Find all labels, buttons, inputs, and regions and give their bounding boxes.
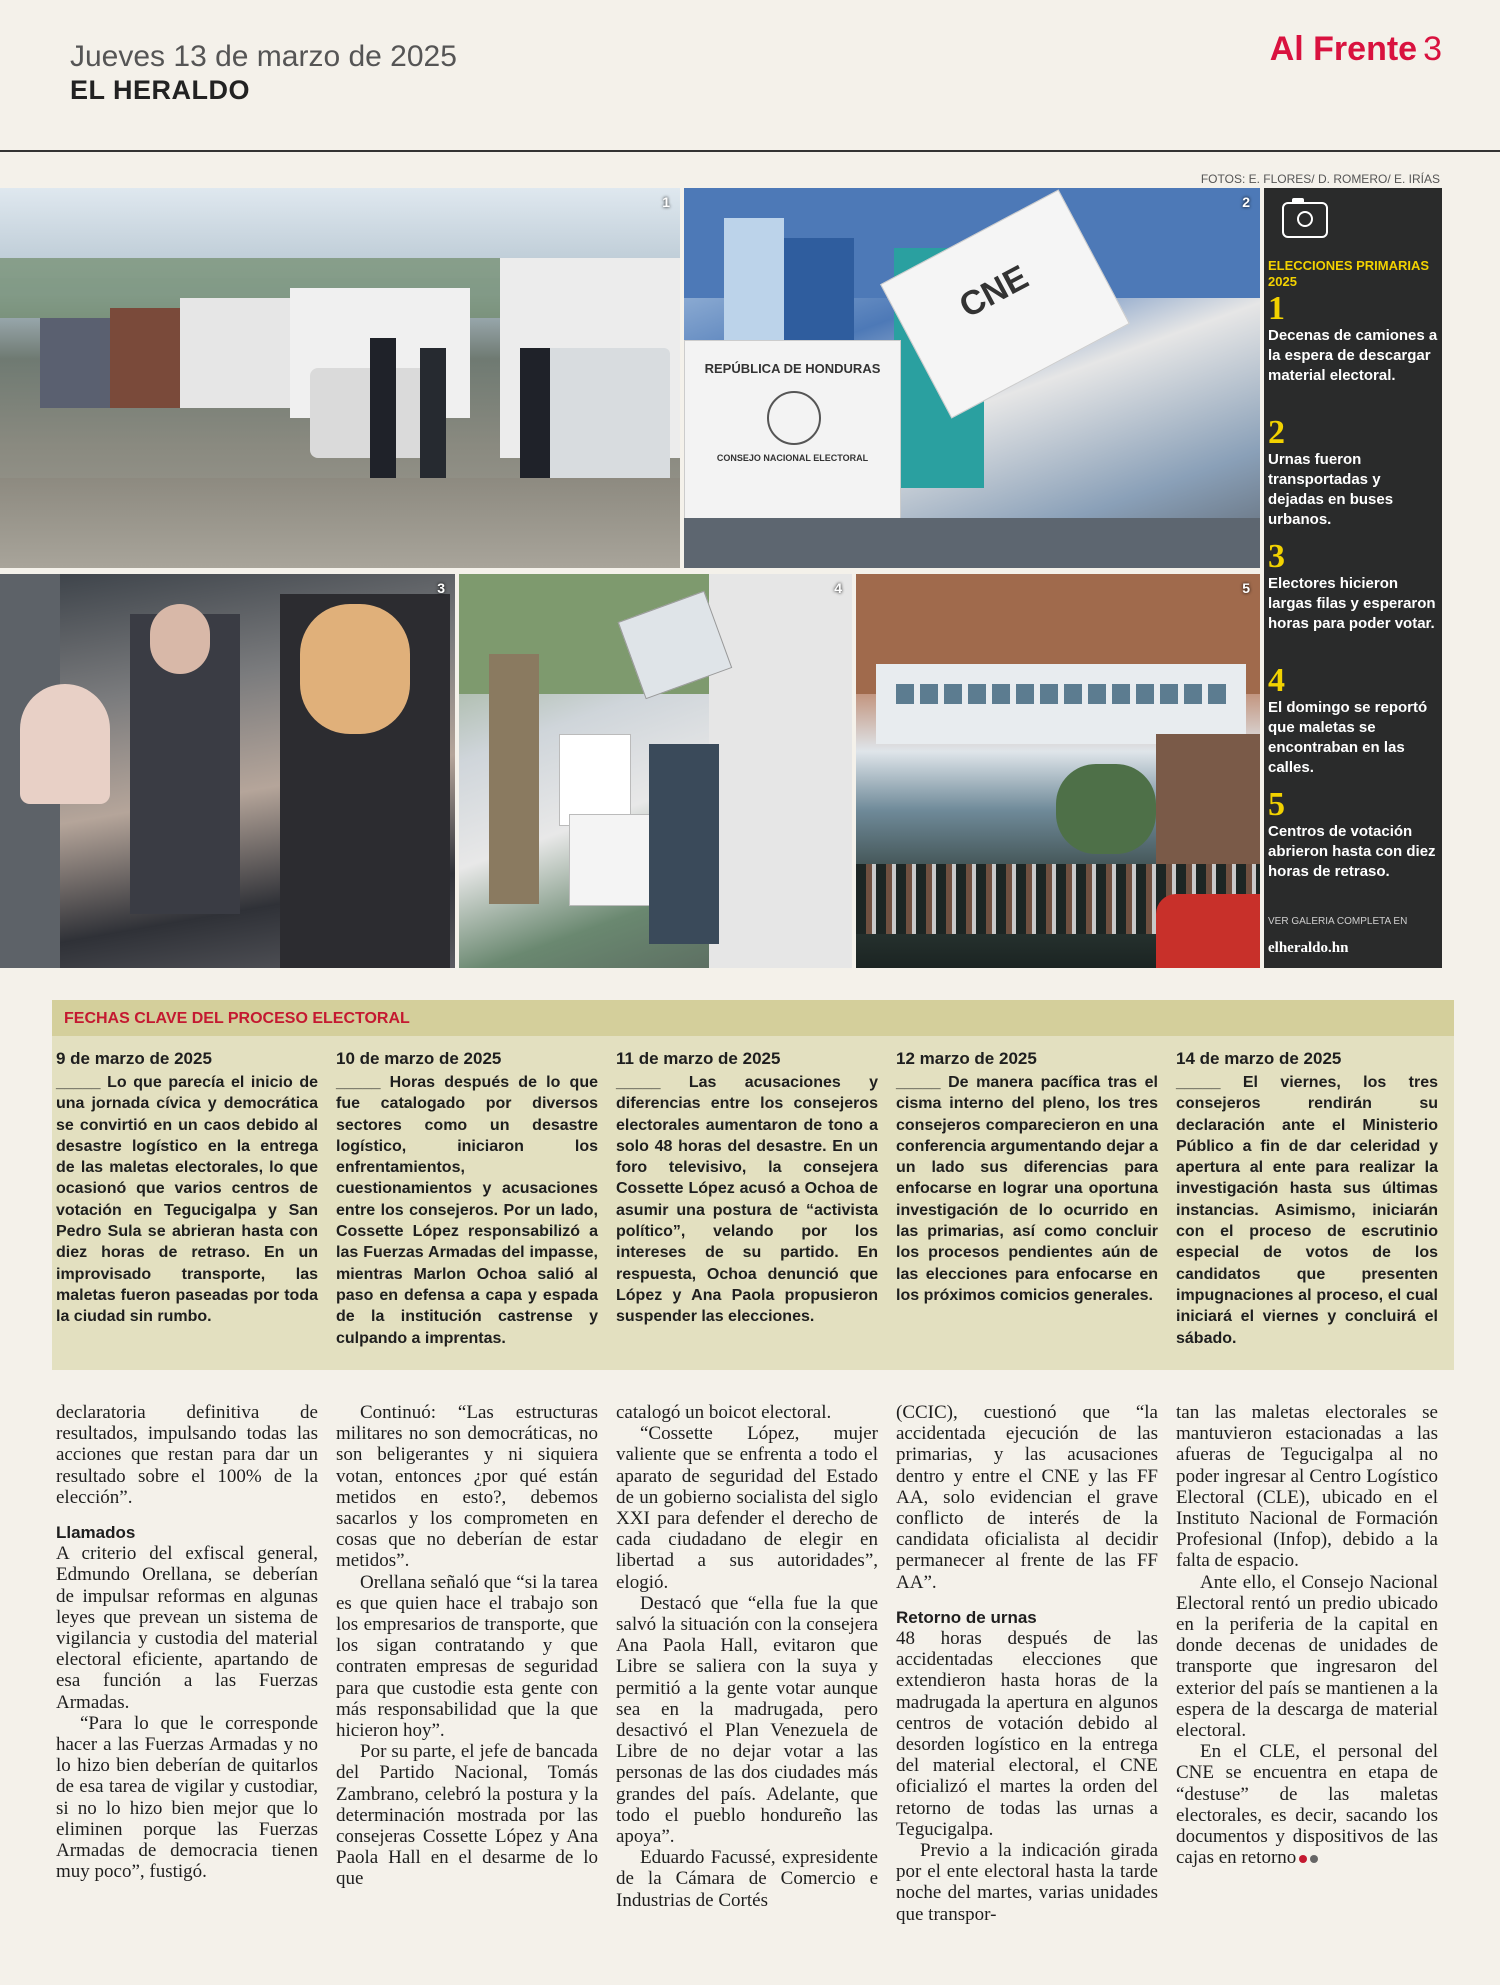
sidebar-item-text: Decenas de camiones a la espera de descargar material electoral. (1268, 327, 1438, 384)
sidebar-item-text: Urnas fueron transportadas y dejadas en buses urbanos. (1268, 451, 1394, 528)
skybridge (876, 664, 1246, 744)
car (1156, 894, 1260, 968)
photo-number: 2 (1242, 194, 1250, 210)
sidebar-item-number: 4 (1268, 662, 1285, 699)
gallery-note: VER GALERIA COMPLETA EN (1268, 916, 1408, 927)
key-date: 11 de marzo de 2025 (616, 1049, 781, 1068)
body-paragraph: (CCIC), cuestionó que “la accidentada ejecución de las primarias, y las acusaciones dentro y entre el CNE y las FF AA, solo evidencian el grave conflicto de interés de la candidata oficialista al decidir permanecer al frente de las FF AA”. (896, 1402, 1158, 1593)
body-paragraph: Por su parte, el jefe de bancada del Partido Nacional, Tomás Zambrano, celebró la postura y la determinación mostrada por las consejeras Cossette López y Ana Paola Hall en el desarme de lo que (336, 1741, 598, 1890)
key-dates-box (52, 1000, 1454, 1370)
body-paragraph: declaratoria definitiva de resultados, impulsando todas las acciones que restan para dar un resultado sobre el 100% de la elección”. (56, 1402, 318, 1508)
photo-trucks (0, 188, 680, 568)
body-column-1 (56, 1402, 318, 1882)
key-date-text: _____ El viernes, los tres consejeros rendirán su declaración ante el Ministerio Público a fin de dar celeridad y apertura al ente para realizar la investigación hasta sus últimas instancias. Asimismo, iniciarán con el proceso de escrutinio especial de votos de los candidatos que presenten impugnaciones al proceso, el cual iniciará el viernes y concluirá el sábado. (1176, 1072, 1438, 1349)
body-paragraph (1176, 1741, 1438, 1868)
soldier (370, 338, 396, 478)
body-column-3 (616, 1402, 878, 1911)
key-date-entry (56, 1048, 318, 1328)
end-mark-icon (1310, 1855, 1318, 1863)
face (150, 604, 210, 674)
sidebar-item-number: 5 (1268, 786, 1285, 823)
sidebar-item-number: 1 (1268, 290, 1285, 327)
key-date-entry (616, 1048, 878, 1328)
header-rule (0, 150, 1500, 152)
subhead: Retorno de urnas (896, 1607, 1037, 1627)
body-paragraph: Previo a la indicación girada por el ente electoral hasta la tarde noche del martes, varias unidades que transpor- (896, 1840, 1158, 1925)
photo-voting-center (856, 574, 1260, 968)
key-dates-title: FECHAS CLAVE DEL PROCESO ELECTORAL (64, 1010, 410, 1027)
body-column-2 (336, 1402, 598, 1890)
photo-number: 1 (662, 194, 670, 210)
key-date: 10 de marzo de 2025 (336, 1049, 502, 1068)
sidebar-item (1268, 788, 1438, 882)
person (20, 684, 110, 804)
ground (0, 478, 680, 568)
sidebar-item-text: El domingo se reportó que maletas se encontraban en las calles. (1268, 699, 1428, 776)
camera-icon (1282, 202, 1328, 238)
section-tag (1270, 30, 1442, 69)
end-mark-icon (1299, 1855, 1307, 1863)
body-paragraph: A criterio del exfiscal general, Edmundo Orellana, se deberían de impulsar reformas en algunas leyes que prevean un sistema de vigilancia y custodia del material electoral eficiente, apartando de esa función a las Fuerzas Armadas. (56, 1543, 318, 1713)
sidebar-item (1268, 416, 1438, 530)
body-column-5 (1176, 1402, 1438, 1868)
body-paragraph: Continuó: “Las estructuras militares no son democráticas, no son beligerantes y ni siquiera votan, entonces ¿por qué están metidos en esto?, debemos sacarlos y los comprometen en cosas que no deberían de estar metidos”. (336, 1402, 598, 1572)
key-date-entry (1176, 1048, 1438, 1349)
photo-number: 4 (834, 580, 842, 596)
sidebar-item (1268, 540, 1438, 634)
photo-sidebar (1264, 188, 1442, 968)
photo-number: 5 (1242, 580, 1250, 596)
pavement (684, 518, 1260, 568)
sidebar-item (1268, 664, 1438, 778)
body-paragraph: catalogó un boicot electoral. (616, 1402, 832, 1423)
section-name: Al Frente (1269, 30, 1418, 68)
windows (896, 684, 1226, 704)
issue-date: Jueves 13 de marzo de 2025 (70, 40, 457, 73)
cne-logo: CNE (953, 258, 1035, 326)
tree (1056, 764, 1156, 854)
body-column-4 (896, 1402, 1158, 1925)
sidebar-item (1268, 292, 1438, 386)
page-number: 3 (1423, 30, 1442, 68)
subhead: Llamados (56, 1523, 136, 1543)
coat-of-arms-icon (767, 391, 821, 445)
ballot-box (559, 734, 631, 826)
soldier (420, 348, 446, 488)
body-paragraph: “Para lo que le corresponde hacer a las Fuerzas Armadas y no lo hizo bien deberían de quitarlos de esa tarea de vigilar y custodiar, si no lo hizo bien mejor que lo eliminen porque las Fuerzas Armadas de democracia tienen muy poco”, fustigó. (56, 1712, 318, 1883)
sidebar-item-text: Centros de votación abrieron hasta con diez horas de retraso. (1268, 823, 1436, 880)
key-date-text: _____ De manera pacífica tras el cisma interno del pleno, los tres consejeros comparecieron en una conferencia argumentando dejar a un lado sus diferencias para enfocarse en lograr una oportuna investigación de lo ocurrido en las primarias, así como concluir los procesos pendientes aún de las elecciones para enfocarse en los próximos comicios generales. (896, 1072, 1158, 1306)
key-date-text: _____ Horas después de lo que fue catalogado por diversos sectores como un desastre logístico, iniciaron los enfrentamientos, cuestionamientos y acusaciones entre los consejeros. Por un lado, Cossette López responsabilizó a las Fuerzas Armadas del impasse, mientras Marlon Ochoa salió al paso en defensa a capa y espada de la institución castrense y culpando a imprentas. (336, 1072, 598, 1349)
box-label: REPÚBLICA DE HONDURAS (704, 361, 881, 376)
sidebar-title: ELECCIONES PRIMARIAS 2025 (1268, 258, 1430, 289)
body-paragraph-text: En el CLE, el personal del CNE se encuentra en etapa de “destuse” de las maletas electorales, es decir, sacando los documentos y dispositivos de las cajas en retorno (1176, 1741, 1438, 1869)
key-date: 9 de marzo de 2025 (56, 1049, 212, 1068)
box-sublabel: CONSEJO NACIONAL ELECTORAL (716, 453, 869, 463)
body-paragraph: 48 horas después de las accidentadas elecciones que extendieron hasta horas de la madrugada la apertura en algunos centros de votación debido al desorden logístico en la entrega del material electoral, el CNE oficializó el martes la orden del retorno de todas las urnas a Tegucigalpa. (896, 1628, 1158, 1840)
ballot-box (684, 340, 901, 532)
photo-voters (0, 574, 455, 968)
face (300, 604, 410, 734)
person (489, 654, 539, 904)
body-paragraph: “Cossette López, mujer valiente que se enfrenta a todo el aparato de seguridad del Estado de un gobierno socialista del siglo XXI para defender el derecho de cada ciudadano de elegir en libertad a sus autoridades”, elogió. (616, 1423, 878, 1593)
key-date: 14 de marzo de 2025 (1176, 1049, 1342, 1068)
sidebar-item-text: Electores hicieron largas filas y esperaron horas para poder votar. (1268, 575, 1436, 632)
photo-credit: FOTOS: E. FLORES/ D. ROMERO/ E. IRÍAS (1200, 172, 1440, 186)
bus (709, 574, 852, 968)
body-paragraph: Ante ello, el Consejo Nacional Electoral rentó un predio ubicado en la periferia de la capital en donde decenas de unidades de transporte que ingresaron del exterior del país se mantienen a la espera de la descarga de material electoral. (1176, 1571, 1438, 1742)
key-date: 12 marzo de 2025 (896, 1049, 1037, 1068)
key-date-entry (336, 1048, 598, 1349)
photo-number: 3 (437, 580, 445, 596)
key-date-entry (896, 1048, 1158, 1306)
body-paragraph: tan las maletas electorales se mantuvieron estacionadas a las afueras de Tegucigalpa al no poder ingresar al Centro Logístico Electoral (CLE), ubicado en el Instituto Nacional de Formación Profesional (Infop), debido a la falta de espacio. (1176, 1402, 1438, 1572)
newspaper-name: EL HERALDO (70, 75, 251, 105)
body-paragraph: Destacó que “ella fue la que salvó la situación con la consejera Ana Paola Hall, evitaron que Libre se saliera con la suya y permitió a la gente votar aunque sea en la madrugada, pero desactivó el Plan Venezuela de Libre de no dejar votar a las personas de las dos ciudades más grandes del país. Adelante, que todo el pueblo hondureño las apoya”. (616, 1592, 878, 1848)
sidebar-item-number: 3 (1268, 538, 1285, 575)
key-date-text: _____ Lo que parecía el inicio de una jornada cívica y democrática se convirtió en un caos debido al desastre logístico en la entrega de las maletas electorales, lo que ocasionó que varios centros de votación en Tegucigalpa y San Pedro Sula se abrieran hasta con diez horas de retraso. En un improvisado transporte, las maletas fueron paseadas por toda la ciudad sin rumbo. (56, 1072, 318, 1328)
gallery-link[interactable]: elheraldo.hn (1268, 940, 1349, 956)
sidebar-item-number: 2 (1268, 414, 1285, 451)
key-date-text: _____ Las acusaciones y diferencias entre los consejeros electorales aumentaron de tono a solo 48 horas del desastre. En un foro televisivo, la consejera Cossette López acusó a Ochoa de asumir una postura de “activista político”, velando por los intereses de su partido. En respuesta, Ochoa denunció que López y Ana Paola propusieron suspender las elecciones. (616, 1072, 878, 1328)
photo-ballot-boxes (684, 188, 1260, 568)
ballot-box (569, 814, 651, 906)
key-dates-header (52, 1000, 1454, 1036)
photo-suitcases (459, 574, 852, 968)
body-paragraph: Orellana señaló que “si la tarea es que quien hace el trabajo son los empresarios de transporte, que los sigan contratando y que contraten empresas de seguridad para que custodie esta gente con más responsabilidad que la que hicieron hoy”. (336, 1571, 598, 1742)
body-paragraph: Eduardo Facussé, expresidente de la Cámara de Comercio e Industrias de Cortés (616, 1847, 878, 1911)
worker (649, 744, 719, 944)
